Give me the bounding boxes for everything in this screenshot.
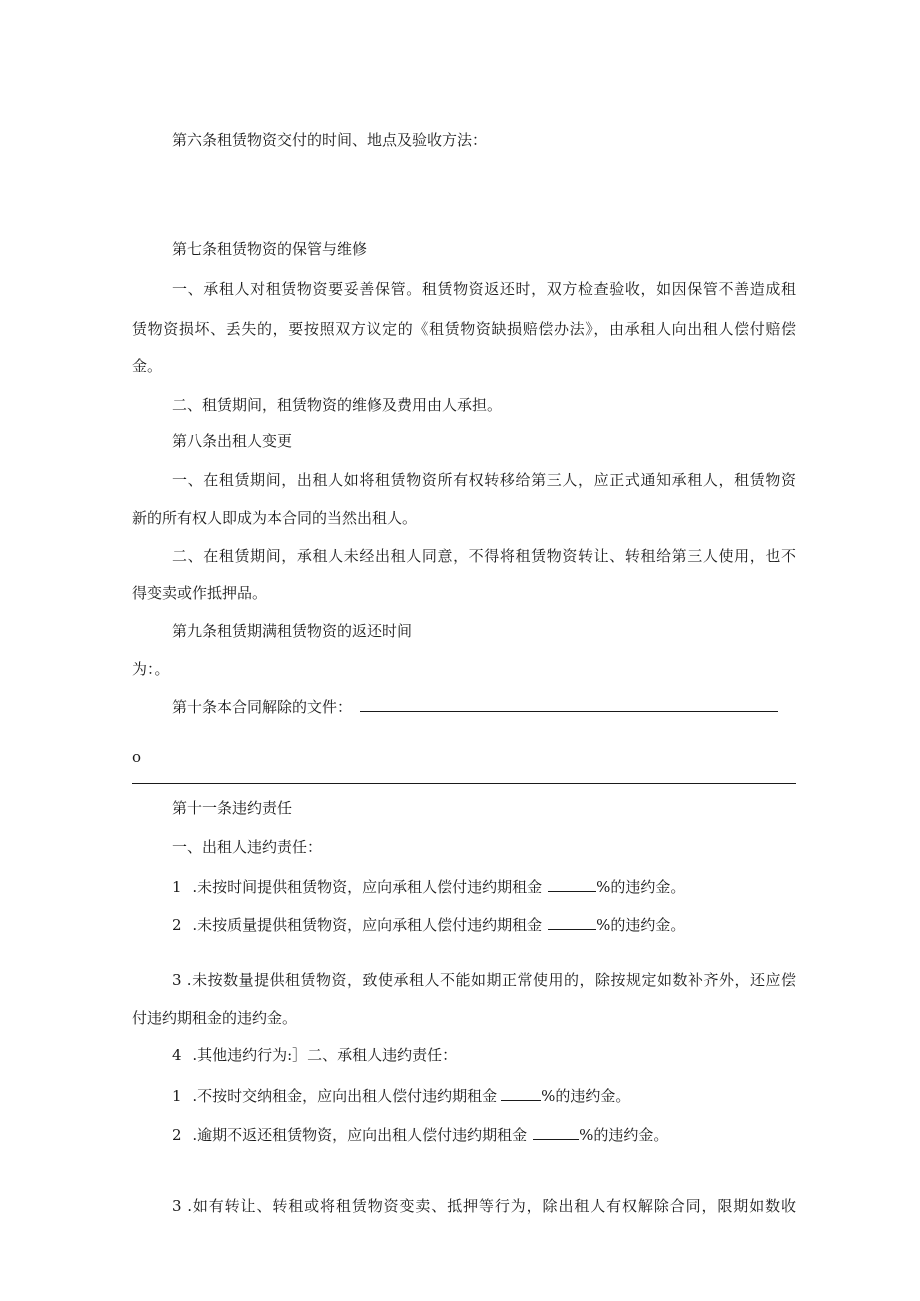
article-7-para-1-line-2: 赁物资损坏、丢失的，要按照双方议定的《租赁物资缺损赔偿办法》，由承租人向出租人偿付赔偿 (132, 320, 796, 338)
item-text: .未按质量提供租赁物资，应向承租人偿付违约期租金 (192, 916, 543, 934)
article-6-heading: 第六条租赁物资交付的时间、地点及验收方法： (172, 131, 488, 149)
article-7-para-1-line-1: 一、承租人对租赁物资要妥善保管。租赁物资返还时，双方检查验收，如因保管不善造成租 (172, 280, 796, 298)
percent-blank (501, 1086, 541, 1101)
item-number: 2 (172, 1126, 182, 1144)
article-10-blank (360, 697, 778, 712)
item-text: .其他违约行为:］二、承租人违约责任： (192, 1046, 458, 1064)
lessor-item-3-line-1: 3 .未按数量提供租赁物资，致使承租人不能如期正常使用的，除按规定如数补齐外，还应偿 (172, 971, 796, 989)
article-8-para-1-line-2: 新的所有权人即成为本合同的当然出租人。 (132, 509, 418, 527)
article-10-end-mark: o (132, 748, 142, 766)
lessee-item-3-line-1: 3 .如有转让、转租或将租赁物资变卖、抵押等行为，除出租人有权解除合同，限期如数收 (172, 1197, 796, 1215)
article-7-para-1-line-3: 金。 (132, 357, 163, 375)
lessee-item-1 (172, 1085, 796, 1107)
item-text: .不按时交纳租金，应向出租人偿付违约期租金 (192, 1087, 498, 1105)
article-8-para-2-line-2: 得变卖或作抵押品。 (132, 584, 268, 602)
item-number: 1 (172, 878, 182, 896)
article-7-para-2: 二、租赁期间，租赁物资的维修及费用由人承担。 (172, 396, 503, 414)
article-10-label: 第十条本合同解除的文件： (172, 698, 353, 716)
article-7-heading: 第七条租赁物资的保管与维修 (172, 240, 368, 258)
article-10-line (172, 696, 796, 718)
item-suffix: %的违约金。 (541, 1087, 631, 1105)
item-number: 4 (172, 1046, 182, 1064)
item-text: .逾期不返还租赁物资，应向出租人偿付违约期租金 (192, 1126, 528, 1144)
article-11-heading: 第十一条违约责任 (172, 799, 293, 817)
horizontal-rule (132, 783, 796, 784)
percent-blank (548, 915, 596, 930)
item-suffix: %的违约金。 (596, 878, 686, 896)
article-8-heading: 第八条出租人变更 (172, 432, 293, 450)
lessor-item-3-line-2: 付违约期租金的违约金。 (132, 1009, 298, 1027)
lessor-item-4 (172, 1044, 796, 1066)
percent-blank (548, 877, 596, 892)
article-9-line-2: 为：。 (132, 660, 170, 678)
article-8-para-1-line-1: 一、在租赁期间，出租人如将租赁物资所有权转移给第三人，应正式通知承租人，租赁物资 (172, 471, 796, 489)
lessor-item-1 (172, 876, 796, 898)
item-text: .未按时间提供租赁物资，应向承租人偿付违约期租金 (192, 878, 543, 896)
article-9-line-1: 第九条租赁期满租赁物资的返还时间 (172, 622, 413, 640)
lessor-breach-heading: 一、出租人违约责任： (172, 838, 323, 856)
item-number: 2 (172, 916, 182, 934)
article-8-para-2-line-1: 二、在租赁期间，承租人未经出租人同意，不得将租赁物资转让、转租给第三人使用，也不 (172, 547, 796, 565)
item-number: 1 (172, 1087, 182, 1105)
item-suffix: %的违约金。 (596, 916, 686, 934)
item-suffix: %的违约金。 (579, 1126, 669, 1144)
percent-blank (533, 1125, 579, 1140)
lessor-item-2 (172, 914, 796, 936)
lessee-item-2 (172, 1124, 796, 1146)
